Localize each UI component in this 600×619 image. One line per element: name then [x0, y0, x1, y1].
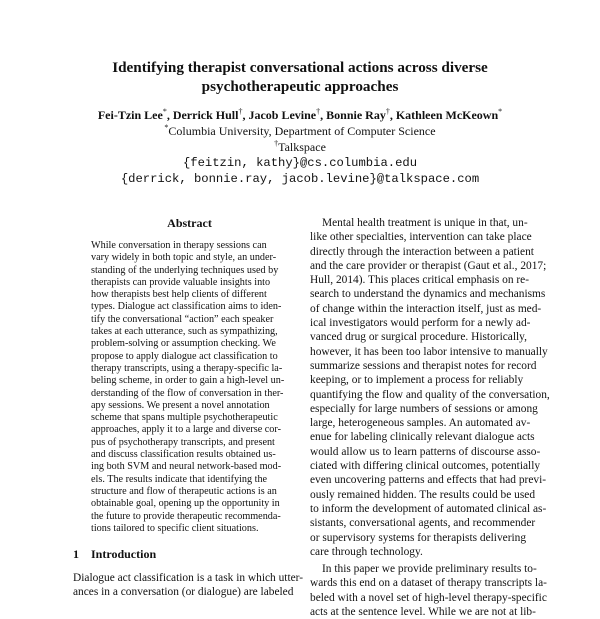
- author-5: Kathleen McKeown*: [395, 107, 503, 122]
- body-line: sistants, conversational agents, and recommender: [310, 517, 536, 530]
- author-1: Fei-Tzin Lee*,: [97, 107, 173, 122]
- abstract-line: apy sessions. We present a novel annotation: [91, 399, 270, 411]
- abstract-line: propose to apply dialogue act classification to: [91, 350, 278, 362]
- section-number: 1: [73, 547, 79, 561]
- body-line: Hull, 2014). This places critical emphasis on re-: [310, 274, 530, 287]
- body-line: of change within the interaction itself, just as med-: [310, 302, 542, 315]
- abstract-line: While conversation in therapy sessions can: [91, 240, 267, 251]
- body-line: would allow us to learn patterns of discourse asso-: [310, 445, 541, 458]
- abstract-line: and discuss classification results obtained us-: [91, 449, 276, 461]
- paper-title: [0, 58, 600, 96]
- abstract-line: derstanding of the flow of conversation in ther-: [91, 387, 284, 399]
- abstract-line: how therapists best help clients of different: [91, 289, 267, 301]
- body-line: acts at the sentence level. While we are not at lib-: [310, 606, 536, 619]
- author-4: Bonnie Ray†,: [326, 107, 396, 122]
- author-list: [0, 107, 600, 123]
- author-3: Jacob Levine†,: [248, 107, 327, 122]
- body-line: ances in a conversation (or dialogue) are labeled: [73, 586, 294, 599]
- abstract-line: types. Dialogue act classification aims to iden-: [91, 301, 282, 313]
- email-talkspace: {derrick, bonnie.ray, jacob.levine}@talkspace.com: [120, 172, 480, 186]
- abstract-line: tify the conversational “action” each speaker: [91, 313, 274, 325]
- paragraph-1: [310, 216, 550, 559]
- abstract-line: therapists can provide valuable insights into: [91, 276, 271, 288]
- abstract-line: ing both SVM and neural network-based mod-: [91, 461, 282, 473]
- body-line: quantifying the flow and quality of the conversation,: [310, 388, 550, 401]
- author-2: Derrick Hull†,: [172, 107, 249, 122]
- abstract-line: approaches, apply it to a large and diverse cor-: [91, 424, 281, 436]
- right-column-body: [310, 216, 550, 619]
- body-line: and the care provider or therapist (Gaut et al., 2017;: [310, 259, 547, 272]
- abstract-body: [91, 240, 296, 535]
- body-line: ously remained hidden. The results could be used: [310, 488, 536, 501]
- section-title: Introduction: [91, 547, 157, 561]
- body-line: even uncovering patterns and effects that had previ-: [310, 474, 547, 487]
- body-line: enue for labeling clinically relevant dialogue acts: [310, 431, 535, 444]
- body-line: to inform the development of automated clinical as-: [310, 502, 547, 515]
- body-line: large, heterogeneous samples. An automated av-: [310, 417, 531, 430]
- abstract-line: the future to provide therapeutic recommenda-: [91, 510, 281, 522]
- title-line-2: psychotherapeutic approaches: [201, 78, 399, 95]
- paragraph-2: [310, 562, 547, 619]
- body-line: like other specialties, intervention can take place: [310, 231, 532, 244]
- body-line: summarize sessions and therapist notes for record: [310, 359, 537, 372]
- body-line: especially for large numbers of sessions or among: [310, 402, 538, 415]
- title-line-1: Identifying therapist conversational actions across diverse: [112, 59, 488, 76]
- abstract-heading: Abstract: [167, 216, 212, 230]
- abstract-line: obtainable goal, opening up the opportunity in: [91, 498, 280, 510]
- body-line: beled with a novel set of high-level therapy-specific: [310, 591, 547, 604]
- body-line: Mental health treatment is unique in that, un-: [322, 217, 528, 229]
- abstract-line: tions tailored to specific client situations.: [91, 522, 259, 534]
- body-line: Dialogue act classification is a task in which utter-: [73, 572, 304, 584]
- intro-body-left: [73, 571, 306, 600]
- abstract-line: pus of psychotherapy transcripts, and present: [91, 436, 275, 448]
- abstract-line: vary widely in both topic and style, an under-: [91, 252, 277, 264]
- affiliation-talkspace: †Talkspace: [274, 139, 326, 154]
- body-line: wards this end on a dataset of therapy transcripts la-: [310, 577, 547, 590]
- abstract-line: therapy transcripts, using a therapy-specific la-: [91, 362, 283, 374]
- email-columbia: {feitzin, kathy}@cs.columbia.edu: [182, 156, 418, 170]
- body-line: search to understand the dynamics and mechanisms: [310, 288, 546, 301]
- body-line: ical investigators would perform for a newly ad-: [310, 317, 531, 330]
- section-heading-introduction: [73, 547, 156, 562]
- body-line: or supervisory systems for therapists delivering: [310, 531, 527, 544]
- body-line: vanced drug or surgical procedure. Historically,: [310, 331, 527, 344]
- body-line: directly through the interaction between a patient: [310, 245, 534, 258]
- abstract-line: beling scheme, in order to gain a high-level un-: [91, 375, 285, 387]
- abstract-line: els. The results indicate that identifying the: [91, 473, 268, 485]
- body-line: keeping, or to implement a process for reliably: [310, 374, 524, 387]
- abstract-line: problem-solving or assumption checking. We: [91, 338, 276, 350]
- affiliation-columbia: *Columbia University, Department of Computer Science: [164, 123, 436, 138]
- abstract-line: takes at each utterance, such as sympathizing,: [91, 326, 278, 338]
- body-line: however, it has been too labor intensive to manually: [310, 345, 548, 358]
- abstract-line: scheme that spans multiple psychotherapeutic: [91, 412, 278, 424]
- body-line: ciated with differing clinical outcomes, potentially: [310, 460, 541, 473]
- body-line: In this paper we provide preliminary results to-: [322, 563, 537, 576]
- abstract-line: structure and flow of therapeutic actions is an: [91, 485, 277, 497]
- body-line: care through technology.: [310, 545, 423, 558]
- abstract-line: standing of the underlying techniques used by: [91, 264, 279, 276]
